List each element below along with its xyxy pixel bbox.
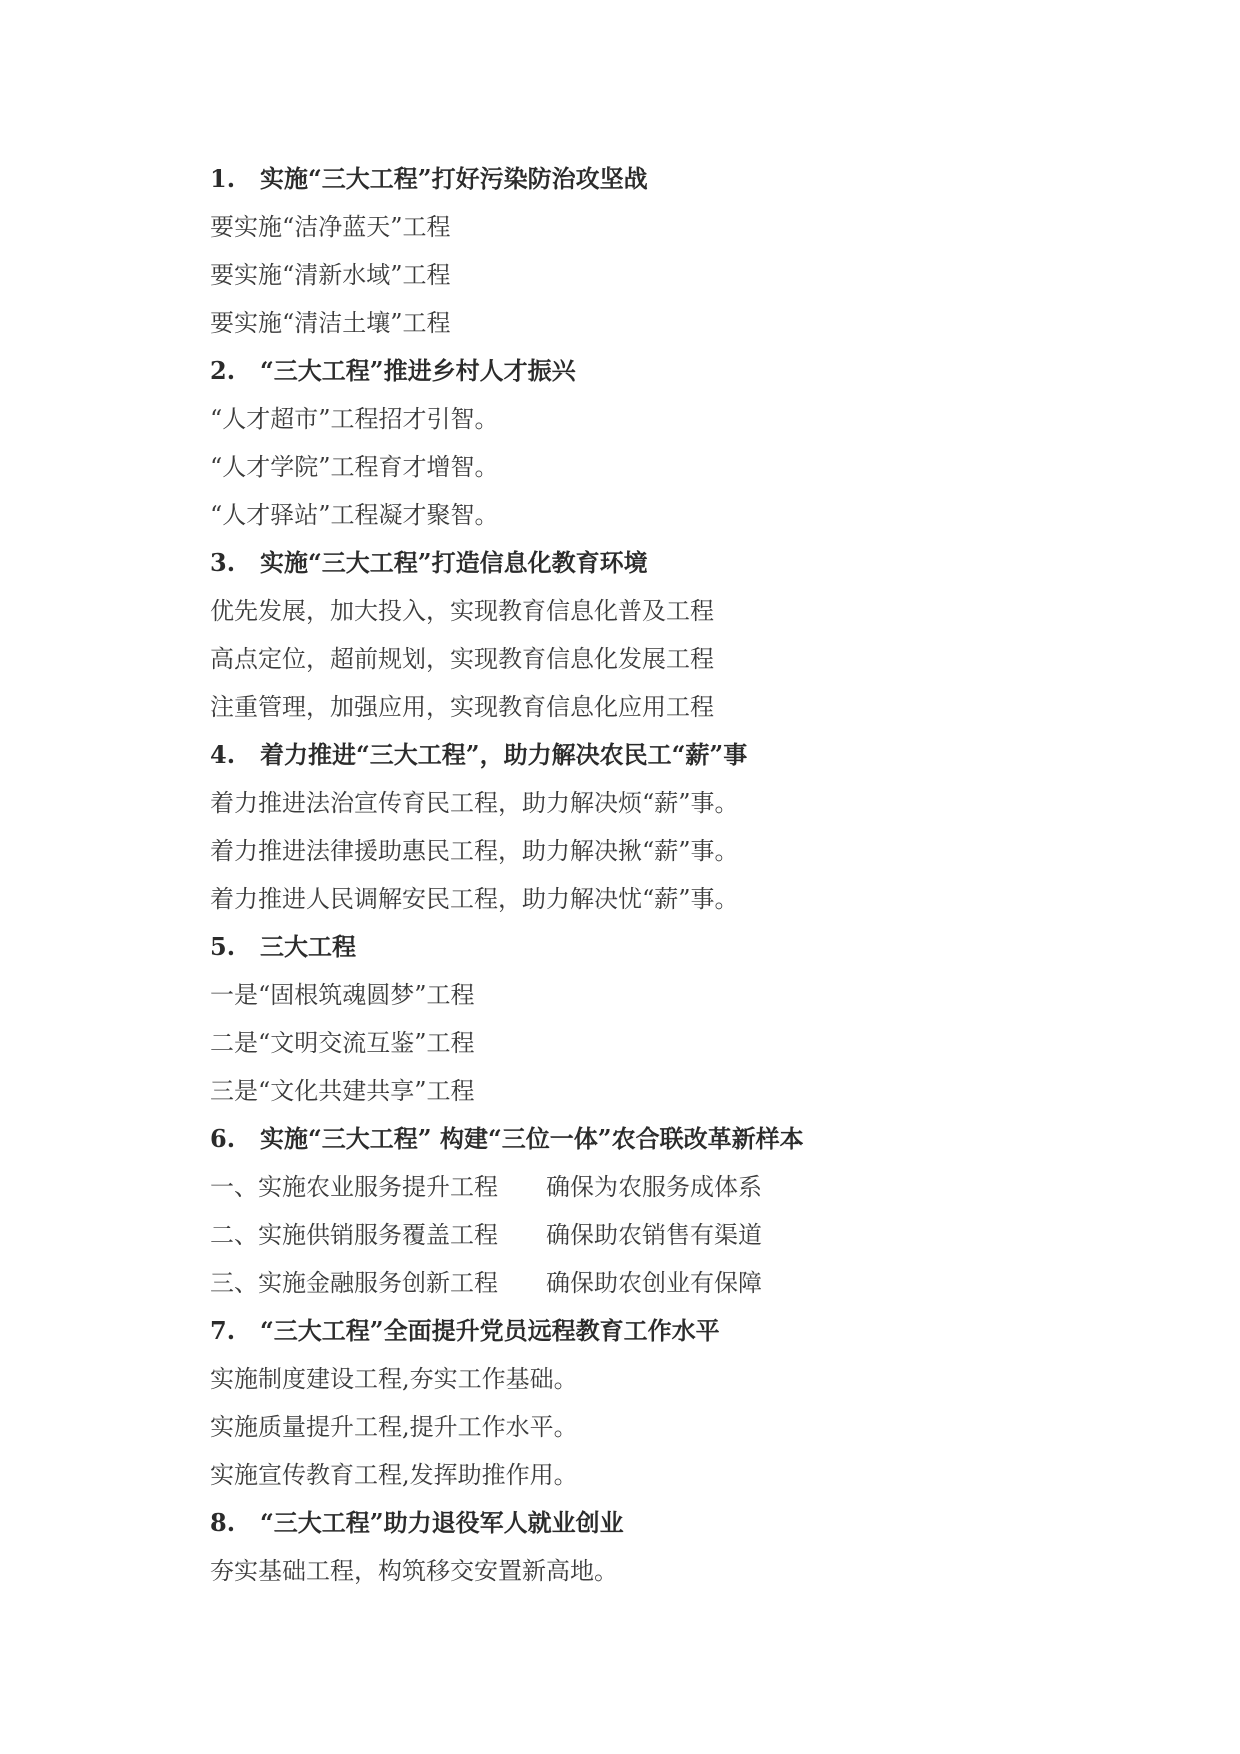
list-item: 要实施“清洁土壤”工程 [210,309,451,337]
section-number: 8. [210,1508,236,1537]
list-item: 三是“文化共建共享”工程 [210,1077,475,1105]
list-item: “人才超市”工程招才引智。 [210,405,499,433]
list-item: 二是“文明交流互鉴”工程 [210,1029,475,1057]
section-heading [210,731,1110,779]
list-item: 实施宣传教育工程,发挥助推作用。 [210,1461,578,1489]
item-measure: 三、实施金融服务创新工程 [210,1269,498,1297]
section-number: 4. [210,740,236,769]
document-body [210,155,1110,1595]
item-measure: 一、实施农业服务提升工程 [210,1173,498,1201]
section-title: “三大工程”助力退役军人就业创业 [260,1508,624,1537]
list-item: 高点定位，超前规划，实现教育信息化发展工程 [210,645,714,673]
list-item: 夯实基础工程，构筑移交安置新高地。 [210,1557,618,1585]
item-goal: 确保为农服务成体系 [546,1173,762,1201]
section-heading [210,1115,1110,1163]
item-measure: 二、实施供销服务覆盖工程 [210,1221,498,1249]
section-number: 2. [210,356,236,385]
list-item: “人才学院”工程育才增智。 [210,453,499,481]
section-heading [210,347,1110,395]
list-item: 着力推进法治宣传育民工程，助力解决烦“薪”事。 [210,789,739,817]
section-title: 实施“三大工程”打造信息化教育环境 [260,548,648,577]
section-heading [210,155,1110,203]
list-item: 实施质量提升工程,提升工作水平。 [210,1413,578,1441]
list-item: 要实施“洁净蓝天”工程 [210,213,451,241]
section-title: 三大工程 [260,932,356,961]
list-item [210,1163,1110,1211]
list-item [210,1259,1110,1307]
section-number: 1. [210,164,236,193]
list-item: 优先发展，加大投入，实现教育信息化普及工程 [210,597,714,625]
item-goal: 确保助农销售有渠道 [546,1221,762,1249]
list-item: 要实施“清新水域”工程 [210,261,451,289]
section-heading [210,1307,1110,1355]
section-title: 着力推进“三大工程”，助力解决农民工“薪”事 [260,740,748,769]
section-number: 3. [210,548,236,577]
list-item: 着力推进人民调解安民工程，助力解决忧“薪”事。 [210,885,739,913]
list-item: 着力推进法律援助惠民工程，助力解决揪“薪”事。 [210,837,739,865]
section-title: “三大工程”推进乡村人才振兴 [260,356,576,385]
section-number: 7. [210,1316,236,1345]
section-title: 实施“三大工程” 构建“三位一体”农合联改革新样本 [260,1124,804,1153]
section-number: 6. [210,1124,236,1153]
section-heading [210,539,1110,587]
item-goal: 确保助农创业有保障 [546,1269,762,1297]
section-title: 实施“三大工程”打好污染防治攻坚战 [260,164,648,193]
list-item: 实施制度建设工程,夯实工作基础。 [210,1365,578,1393]
list-item: “人才驿站”工程凝才聚智。 [210,501,499,529]
list-item: 一是“固根筑魂圆梦”工程 [210,981,475,1009]
list-item [210,1211,1110,1259]
list-item: 注重管理，加强应用，实现教育信息化应用工程 [210,693,714,721]
section-heading [210,1499,1110,1547]
section-number: 5. [210,932,236,961]
section-heading [210,923,1110,971]
section-title: “三大工程”全面提升党员远程教育工作水平 [260,1316,720,1345]
